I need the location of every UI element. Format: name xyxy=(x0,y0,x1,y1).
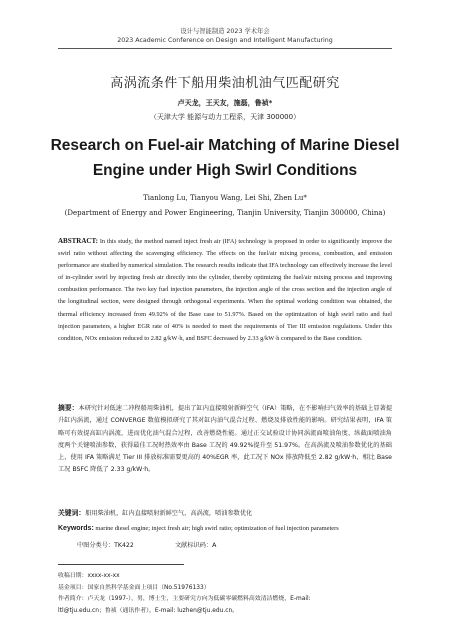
keywords-cn-label: 关键词： xyxy=(58,509,86,517)
header-rule xyxy=(58,48,392,49)
authors-en: Tianlong Lu, Tianyou Wang, Lei Shi, Zhen Lu* xyxy=(143,194,307,202)
conference-name-en: 2023 Academic Conference on Design and Intelligent Manufacturing xyxy=(117,37,333,44)
running-head xyxy=(0,27,450,45)
conference-name-cn: 设计与智能制造 2023 学术年会 xyxy=(180,28,270,35)
keywords-en-text: marine diesel engine; inject fresh air; high swirl ratio; optimization of fuel injection parameters xyxy=(93,525,339,532)
abstract-cn xyxy=(58,402,392,477)
keywords-cn xyxy=(58,507,392,517)
footnote-fund: 基金项目：国家自然科学基金面上项目（No.51976133） xyxy=(58,584,210,591)
clc-number: 中图分类号：TK422 xyxy=(77,542,134,549)
keywords-cn-text: 船用柴油机，缸内直接喷射新鲜空气，高涡流，喷油参数优化 xyxy=(85,510,253,517)
abstract-cn-text: 本研究针对低速二冲程船用柴油机，提出了缸内直接喷射新鲜空气（IFA）策略，在不影响扫气效率的基础上显著提升缸内涡流，通过 CONVERGE 数值模拟研究了其对缸内油气混合过程、燃烧及排放性能的影响。研究结果表明，IFA 策略可有效提高缸内涡流，进而优化油气混合过程，改善燃烧性能。通过正交试验设计协同涡流面喷油角度、纵截面喷油角度两个关键喷油参数，获得最佳工况时热效率由 Base 工况的 49.92%提升至 51.97%。在高涡流及喷油参数优化的基础上，使用 IFA 策略满足 Tier III 排放标准需要更高的 40%EGR 率，此工况下 NOx 排放降低至 2.82 g/kW·h，相比 Base 工况 BSFC 降低了 2.33 g/kW·h。 xyxy=(58,405,393,474)
abstract-cn-label: 摘要： xyxy=(58,404,79,412)
paper-title-en xyxy=(0,133,450,183)
keywords-en xyxy=(58,525,392,532)
footnote-received: 收稿日期：xxxx-xx-xx xyxy=(58,573,120,579)
classification-line xyxy=(77,540,377,549)
footnote-author-contact: ltl@tju.edu.cn；鲁祯（通讯作者），E-mail: luzhen@tju.edu.cn。 xyxy=(58,607,239,614)
affiliation-en: (Department of Energy and Power Engineering, Tianjin University, Tianjin 300000, China) xyxy=(64,209,386,217)
paper-title-cn: 高涡流条件下船用柴油机油气匹配研究 xyxy=(110,76,340,91)
keywords-en-label: Keywords: xyxy=(58,525,94,532)
footnote-author-info: 作者简介：卢天龙（1997-），男，博士生，主要研究方向为低碳零碳燃料高效清洁燃烧，E-mail: xyxy=(58,596,311,603)
abstract-en-text: In this study, the method named inject fresh air (IFA) technology is proposed in order to significantly improve the swirl ratio without affecting the scavenging efficiency. The effects on the fuel/air mixing process, combustion, and emission performance are studied by numerical simulation. The research results indicate that IFA technology can effectively increase the level of in-cylinder swirl by injecting fresh air directly into the cylinder, thereby optimizing the fuel/air mixing process and improving combustion performance. The two key fuel injection parameters, the injection angle of the cross section and the injection angle of the longitudinal section, were designed through orthogonal experiments. When the optimal working condition was obtained, the thermal efficiency increased from 49.92% of the Base case to 51.97%. Based on the optimization of high swirl ratio and fuel injection parameters, a higher EGR rate of 40% is needed to meet the requirements of Tier III emission regulations. Under this condition, NOx emission reduced to 2.82 g/kW·h, and BSFC decreased by 2.33 g/kW·h compared to the Base condition. xyxy=(58,238,392,342)
abstract-en xyxy=(58,235,392,345)
paper-title-en-line1: Research on Fuel-air Matching of Marine Diesel xyxy=(50,137,400,154)
affiliation-cn: （天津大学 能源与动力工程系，天津 300000） xyxy=(149,113,301,121)
document-code: 文献标识码：A xyxy=(175,542,217,549)
paper-title-en-line2: Engine under High Swirl Conditions xyxy=(92,162,358,179)
footnotes xyxy=(58,571,392,617)
abstract-en-label: ABSTRACT: xyxy=(58,237,98,245)
footnote-rule xyxy=(58,564,184,565)
authors-cn: 卢天龙，王天友，施磊，鲁祯* xyxy=(177,99,273,107)
